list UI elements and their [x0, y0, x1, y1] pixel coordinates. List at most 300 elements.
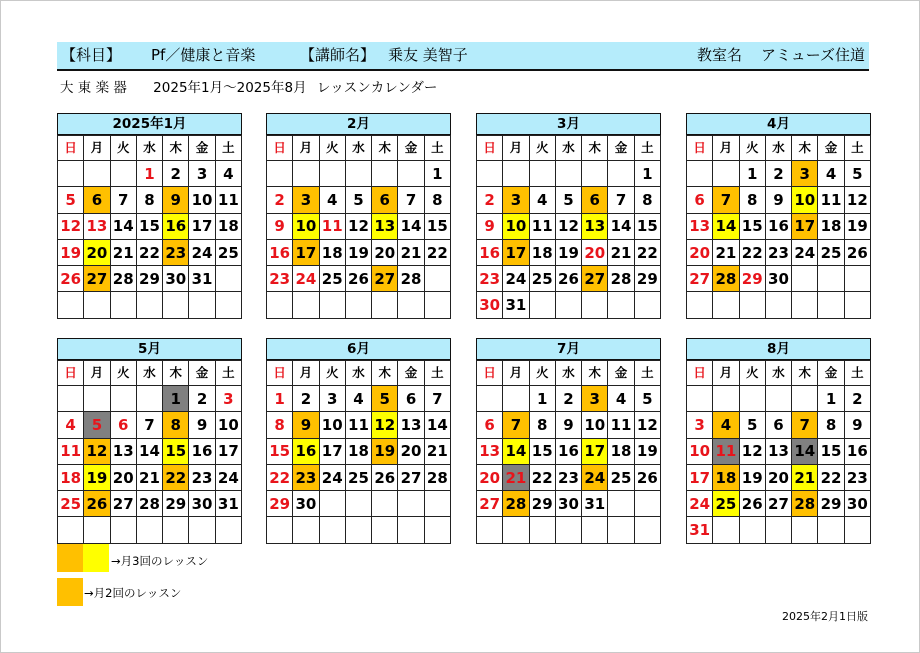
day-cell: 31 [189, 266, 215, 292]
day-cell: 29 [136, 266, 162, 292]
weekday-row [687, 361, 871, 386]
weekday-row [58, 136, 242, 161]
day-cell: 25 [58, 491, 84, 517]
empty-day-cell [398, 292, 424, 318]
day-cell: 7 [398, 187, 424, 213]
empty-day-cell [608, 292, 634, 318]
day-cell: 4 [345, 386, 371, 412]
day-cell: 4 [818, 161, 844, 187]
weekday-header: 月 [503, 136, 529, 161]
week-row [687, 386, 871, 412]
week-row [687, 213, 871, 239]
month-title: 4月 [686, 113, 871, 135]
empty-day-cell [293, 161, 319, 187]
week-row [477, 161, 661, 187]
day-cell: 10 [582, 412, 608, 438]
day-cell: 22 [136, 239, 162, 265]
weekday-header: 金 [189, 361, 215, 386]
day-cell: 6 [398, 386, 424, 412]
weekday-header: 水 [345, 361, 371, 386]
weekday-header: 水 [136, 361, 162, 386]
day-cell: 23 [555, 464, 581, 490]
weekday-header: 土 [215, 136, 241, 161]
day-cell: 27 [372, 266, 398, 292]
empty-day-cell [687, 161, 713, 187]
weekday-row [58, 361, 242, 386]
month-table [686, 360, 871, 544]
day-cell: 17 [792, 213, 818, 239]
day-cell: 29 [163, 491, 189, 517]
day-cell: 12 [345, 213, 371, 239]
day-cell: 2 [293, 386, 319, 412]
day-cell: 11 [215, 187, 241, 213]
day-cell: 21 [503, 464, 529, 490]
week-row [58, 213, 242, 239]
day-cell: 29 [267, 491, 293, 517]
empty-day-cell [372, 491, 398, 517]
day-cell: 13 [110, 438, 136, 464]
empty-day-cell [687, 292, 713, 318]
empty-day-cell [634, 292, 660, 318]
day-cell: 2 [267, 187, 293, 213]
empty-day-cell [424, 292, 450, 318]
day-cell: 21 [136, 464, 162, 490]
day-cell: 30 [844, 491, 870, 517]
day-cell: 19 [634, 438, 660, 464]
weekday-header: 金 [189, 136, 215, 161]
day-cell: 26 [84, 491, 110, 517]
day-cell: 7 [136, 412, 162, 438]
week-row [58, 386, 242, 412]
day-cell: 2 [477, 187, 503, 213]
day-cell: 8 [529, 412, 555, 438]
weekday-row [477, 361, 661, 386]
empty-day-cell [110, 517, 136, 543]
day-cell: 9 [765, 187, 791, 213]
empty-day-cell [713, 161, 739, 187]
day-cell: 24 [319, 464, 345, 490]
month-title: 6月 [266, 338, 451, 360]
day-cell: 3 [687, 412, 713, 438]
month-calendar [476, 338, 661, 544]
day-cell: 4 [319, 187, 345, 213]
weekday-header: 水 [555, 361, 581, 386]
day-cell: 12 [634, 412, 660, 438]
week-row [687, 161, 871, 187]
day-cell: 3 [215, 386, 241, 412]
day-cell: 29 [634, 266, 660, 292]
day-cell: 14 [136, 438, 162, 464]
weekday-header: 金 [398, 361, 424, 386]
empty-day-cell [713, 517, 739, 543]
day-cell: 19 [372, 438, 398, 464]
day-cell: 19 [739, 464, 765, 490]
empty-day-cell [345, 491, 371, 517]
empty-day-cell [477, 161, 503, 187]
day-cell: 25 [713, 491, 739, 517]
day-cell: 16 [267, 239, 293, 265]
day-cell: 19 [58, 239, 84, 265]
week-row [477, 386, 661, 412]
day-cell: 4 [529, 187, 555, 213]
day-cell: 6 [110, 412, 136, 438]
edition-date: 2025年2月1日版 [782, 610, 868, 623]
week-row [267, 213, 451, 239]
day-cell: 10 [319, 412, 345, 438]
day-cell: 15 [424, 213, 450, 239]
empty-day-cell [529, 292, 555, 318]
month-table [266, 135, 451, 319]
weekday-header: 金 [818, 136, 844, 161]
empty-day-cell [582, 517, 608, 543]
weekday-header: 水 [136, 136, 162, 161]
day-cell: 12 [555, 213, 581, 239]
empty-day-cell [84, 386, 110, 412]
empty-day-cell [477, 386, 503, 412]
empty-day-cell [713, 386, 739, 412]
day-cell: 27 [398, 464, 424, 490]
day-cell: 4 [215, 161, 241, 187]
weekday-header: 水 [345, 136, 371, 161]
empty-day-cell [608, 491, 634, 517]
day-cell: 11 [713, 438, 739, 464]
empty-day-cell [215, 292, 241, 318]
empty-day-cell [818, 266, 844, 292]
classroom-label: 教室名 [697, 46, 743, 64]
day-cell: 28 [424, 464, 450, 490]
day-cell: 2 [765, 161, 791, 187]
day-cell: 10 [503, 213, 529, 239]
day-cell: 9 [189, 412, 215, 438]
empty-day-cell [110, 161, 136, 187]
week-row [477, 517, 661, 543]
empty-day-cell [765, 517, 791, 543]
weekday-header: 木 [582, 136, 608, 161]
day-cell: 9 [555, 412, 581, 438]
day-cell: 23 [189, 464, 215, 490]
day-cell: 24 [792, 239, 818, 265]
week-row [58, 491, 242, 517]
weekday-header: 水 [765, 136, 791, 161]
day-cell: 16 [189, 438, 215, 464]
weekday-header: 水 [555, 136, 581, 161]
empty-day-cell [555, 161, 581, 187]
day-cell: 29 [529, 491, 555, 517]
weekday-header: 水 [765, 361, 791, 386]
weekday-header: 土 [215, 361, 241, 386]
week-row [687, 491, 871, 517]
day-cell: 2 [844, 386, 870, 412]
empty-day-cell [739, 386, 765, 412]
weekday-header: 火 [319, 136, 345, 161]
day-cell: 16 [765, 213, 791, 239]
day-cell: 18 [215, 213, 241, 239]
month-calendar [686, 113, 871, 319]
day-cell: 13 [477, 438, 503, 464]
week-row [687, 438, 871, 464]
day-cell: 23 [163, 239, 189, 265]
weekday-header: 月 [293, 361, 319, 386]
month-title: 3月 [476, 113, 661, 135]
empty-day-cell [163, 292, 189, 318]
week-row [267, 438, 451, 464]
empty-day-cell [555, 517, 581, 543]
day-cell: 31 [687, 517, 713, 543]
empty-day-cell [84, 517, 110, 543]
day-cell: 9 [477, 213, 503, 239]
day-cell: 3 [319, 386, 345, 412]
empty-day-cell [110, 292, 136, 318]
day-cell: 24 [687, 491, 713, 517]
day-cell: 24 [582, 464, 608, 490]
weekday-header: 月 [84, 136, 110, 161]
day-cell: 5 [345, 187, 371, 213]
week-row [58, 161, 242, 187]
day-cell: 25 [818, 239, 844, 265]
day-cell: 25 [608, 464, 634, 490]
day-cell: 8 [424, 187, 450, 213]
empty-day-cell [792, 386, 818, 412]
day-cell: 1 [136, 161, 162, 187]
weekday-header: 日 [267, 136, 293, 161]
week-row [687, 517, 871, 543]
day-cell: 24 [215, 464, 241, 490]
empty-day-cell [267, 161, 293, 187]
weekday-header: 火 [739, 361, 765, 386]
day-cell: 6 [765, 412, 791, 438]
day-cell: 5 [634, 386, 660, 412]
empty-day-cell [818, 517, 844, 543]
month-title: 2025年1月 [57, 113, 242, 135]
empty-day-cell [293, 517, 319, 543]
day-cell: 30 [555, 491, 581, 517]
month-table [686, 135, 871, 319]
day-cell: 12 [58, 213, 84, 239]
day-cell: 27 [765, 491, 791, 517]
weekday-header: 火 [319, 361, 345, 386]
month-calendar [57, 338, 242, 544]
empty-day-cell [267, 292, 293, 318]
day-cell: 5 [84, 412, 110, 438]
day-cell: 28 [792, 491, 818, 517]
week-row [477, 412, 661, 438]
day-cell: 25 [529, 266, 555, 292]
weekday-row [267, 361, 451, 386]
day-cell: 14 [424, 412, 450, 438]
day-cell: 3 [792, 161, 818, 187]
weekday-header: 土 [844, 361, 870, 386]
day-cell: 25 [319, 266, 345, 292]
day-cell: 9 [267, 213, 293, 239]
day-cell: 26 [739, 491, 765, 517]
classroom-value: アミューズ住道 [761, 46, 865, 64]
day-cell: 22 [267, 464, 293, 490]
week-row [687, 464, 871, 490]
day-cell: 4 [608, 386, 634, 412]
calendar-label: レッスンカレンダー [316, 80, 438, 96]
weekday-header: 月 [84, 361, 110, 386]
day-cell: 17 [215, 438, 241, 464]
week-row [477, 266, 661, 292]
weekday-header: 火 [110, 361, 136, 386]
day-cell: 5 [372, 386, 398, 412]
day-cell: 22 [529, 464, 555, 490]
empty-day-cell [424, 266, 450, 292]
day-cell: 26 [634, 464, 660, 490]
week-row [477, 213, 661, 239]
day-cell: 13 [84, 213, 110, 239]
day-cell: 26 [58, 266, 84, 292]
week-row [687, 292, 871, 318]
weekday-header: 月 [503, 361, 529, 386]
week-row [687, 239, 871, 265]
day-cell: 15 [163, 438, 189, 464]
month-title: 7月 [476, 338, 661, 360]
weekday-header: 木 [792, 361, 818, 386]
day-cell: 31 [582, 491, 608, 517]
week-row [687, 412, 871, 438]
day-cell: 26 [372, 464, 398, 490]
week-row [477, 187, 661, 213]
empty-day-cell [398, 517, 424, 543]
day-cell: 21 [713, 239, 739, 265]
empty-day-cell [58, 517, 84, 543]
week-row [267, 161, 451, 187]
week-row [687, 266, 871, 292]
empty-day-cell [319, 491, 345, 517]
empty-day-cell [792, 266, 818, 292]
day-cell: 26 [844, 239, 870, 265]
legend-swatch-orange-2 [57, 578, 83, 606]
empty-day-cell [215, 517, 241, 543]
day-cell: 1 [634, 161, 660, 187]
week-row [477, 239, 661, 265]
day-cell: 28 [503, 491, 529, 517]
empty-day-cell [136, 292, 162, 318]
empty-day-cell [110, 386, 136, 412]
day-cell: 13 [687, 213, 713, 239]
empty-day-cell [424, 517, 450, 543]
day-cell: 1 [739, 161, 765, 187]
empty-day-cell [84, 161, 110, 187]
day-cell: 18 [319, 239, 345, 265]
day-cell: 10 [792, 187, 818, 213]
day-cell: 23 [765, 239, 791, 265]
empty-day-cell [372, 161, 398, 187]
day-cell: 17 [582, 438, 608, 464]
day-cell: 17 [687, 464, 713, 490]
week-row [477, 292, 661, 318]
empty-day-cell [503, 517, 529, 543]
day-cell: 5 [555, 187, 581, 213]
month-table [476, 360, 661, 544]
weekday-header: 木 [372, 361, 398, 386]
weekday-header: 木 [582, 361, 608, 386]
day-cell: 10 [215, 412, 241, 438]
weekday-header: 木 [792, 136, 818, 161]
day-cell: 8 [634, 187, 660, 213]
day-cell: 18 [529, 239, 555, 265]
week-row [58, 292, 242, 318]
weekday-header: 火 [529, 136, 555, 161]
day-cell: 26 [555, 266, 581, 292]
day-cell: 3 [189, 161, 215, 187]
day-cell: 12 [84, 438, 110, 464]
day-cell: 27 [582, 266, 608, 292]
month-calendar [57, 113, 242, 319]
week-row [267, 517, 451, 543]
week-row [267, 239, 451, 265]
month-calendar [266, 338, 451, 544]
day-cell: 26 [345, 266, 371, 292]
empty-day-cell [189, 292, 215, 318]
day-cell: 7 [110, 187, 136, 213]
day-cell: 16 [844, 438, 870, 464]
day-cell: 11 [529, 213, 555, 239]
empty-day-cell [503, 161, 529, 187]
day-cell: 17 [293, 239, 319, 265]
weekday-header: 土 [634, 136, 660, 161]
week-row [267, 292, 451, 318]
day-cell: 30 [163, 266, 189, 292]
day-cell: 12 [844, 187, 870, 213]
day-cell: 12 [372, 412, 398, 438]
day-cell: 27 [687, 266, 713, 292]
day-cell: 7 [608, 187, 634, 213]
day-cell: 16 [555, 438, 581, 464]
day-cell: 5 [844, 161, 870, 187]
day-cell: 30 [765, 266, 791, 292]
day-cell: 20 [687, 239, 713, 265]
empty-day-cell [398, 161, 424, 187]
teacher-label: 【講師名】 [300, 46, 376, 64]
empty-day-cell [765, 292, 791, 318]
day-cell: 23 [477, 266, 503, 292]
month-calendar [686, 338, 871, 544]
empty-day-cell [58, 292, 84, 318]
weekday-header: 木 [163, 136, 189, 161]
day-cell: 31 [215, 491, 241, 517]
month-calendar [266, 113, 451, 319]
empty-day-cell [555, 292, 581, 318]
weekday-header: 土 [424, 136, 450, 161]
day-cell: 28 [608, 266, 634, 292]
empty-day-cell [372, 517, 398, 543]
day-cell: 16 [477, 239, 503, 265]
week-row [58, 266, 242, 292]
day-cell: 21 [398, 239, 424, 265]
empty-day-cell [844, 517, 870, 543]
empty-day-cell [477, 517, 503, 543]
day-cell: 14 [792, 438, 818, 464]
day-cell: 14 [110, 213, 136, 239]
day-cell: 25 [215, 239, 241, 265]
day-cell: 22 [739, 239, 765, 265]
day-cell: 27 [84, 266, 110, 292]
day-cell: 21 [792, 464, 818, 490]
weekday-header: 金 [818, 361, 844, 386]
weekday-header: 日 [267, 361, 293, 386]
day-cell: 6 [582, 187, 608, 213]
day-cell: 8 [818, 412, 844, 438]
empty-day-cell [293, 292, 319, 318]
day-cell: 18 [713, 464, 739, 490]
day-cell: 20 [765, 464, 791, 490]
month-table [476, 135, 661, 319]
weekday-header: 日 [58, 136, 84, 161]
weekday-header: 日 [687, 361, 713, 386]
day-cell: 11 [58, 438, 84, 464]
